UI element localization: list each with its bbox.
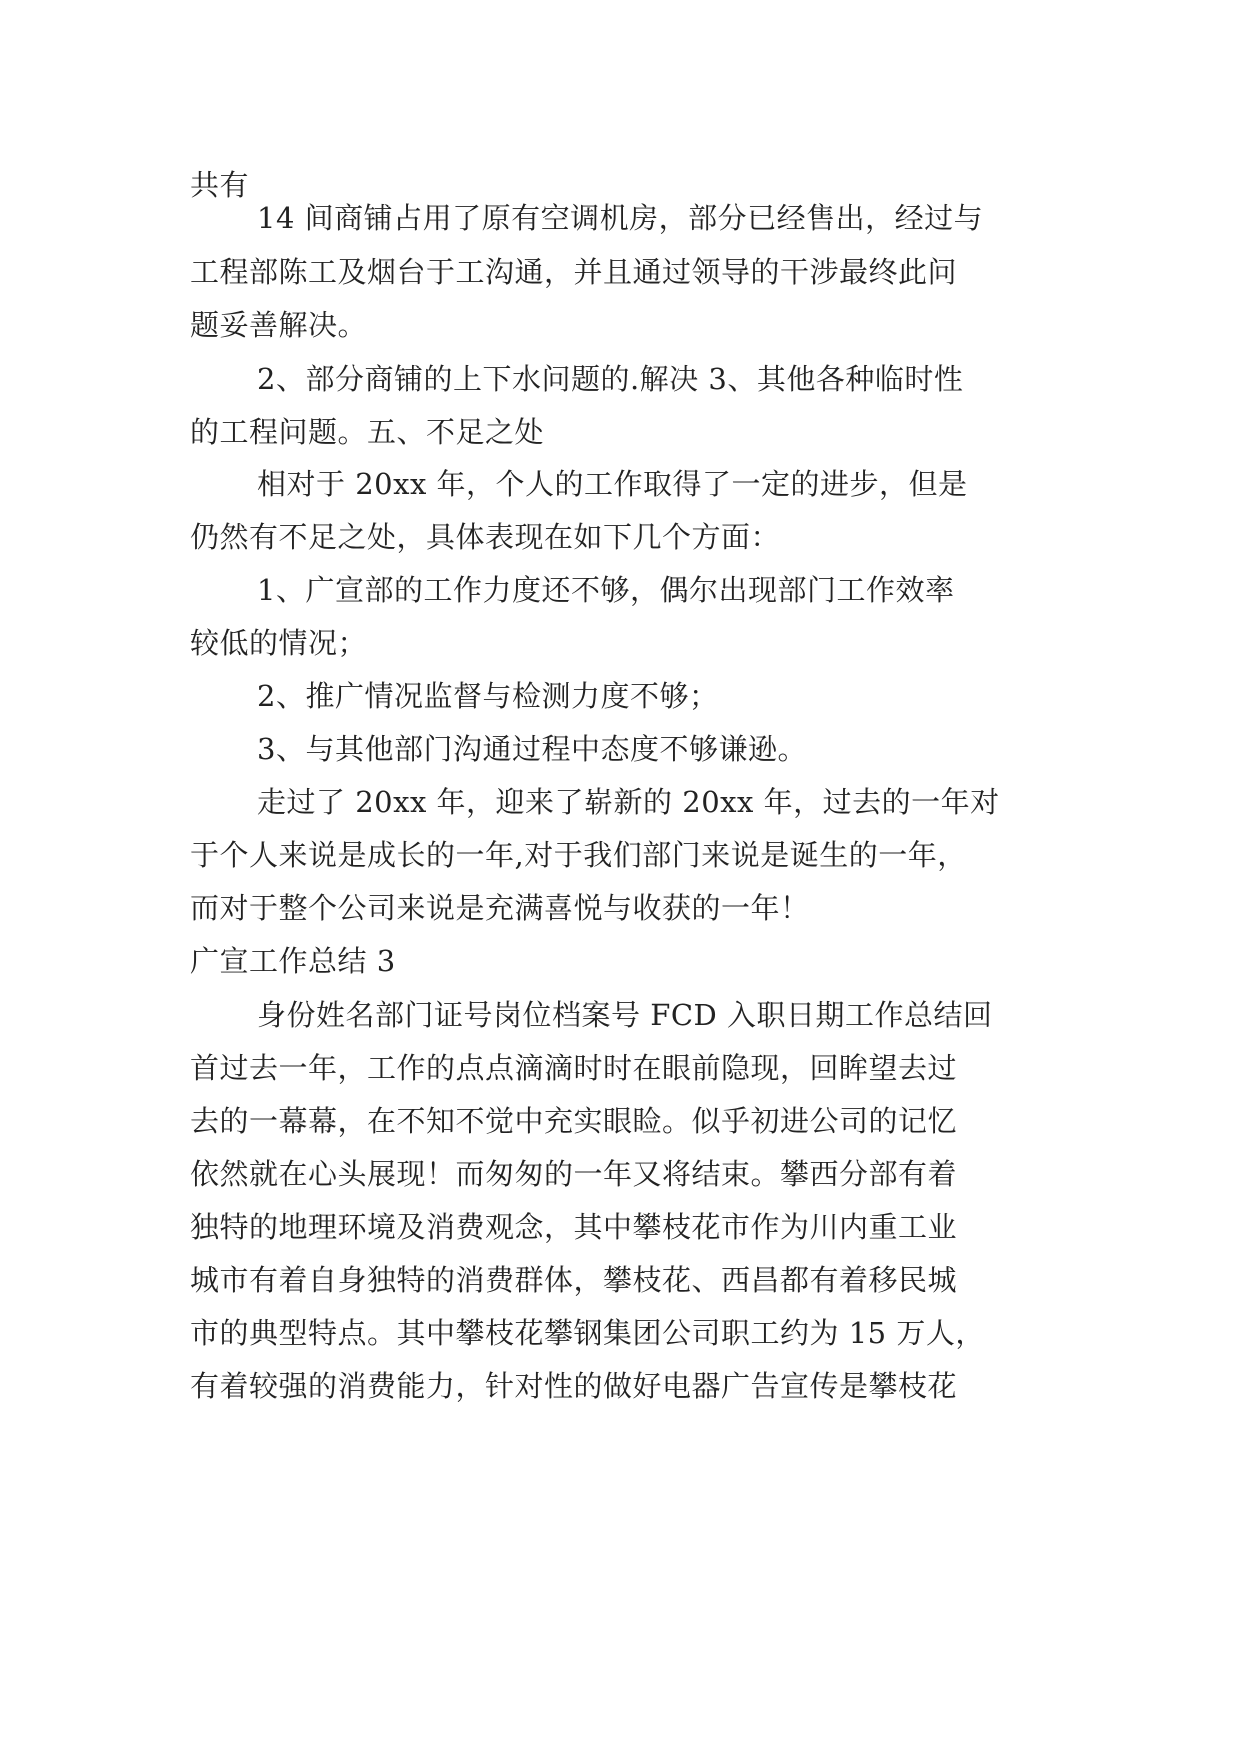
text-line: 14 间商铺占用了原有空调机房，部分已经售出，经过与 bbox=[257, 201, 984, 235]
text-line: 城市有着自身独特的消费群体，攀枝花、西昌都有着移民城 bbox=[190, 1263, 958, 1297]
text-line: 有着较强的消费能力，针对性的做好电器广告宣传是攀枝花 bbox=[190, 1369, 958, 1403]
text-line: 3、与其他部门沟通过程中态度不够谦逊。 bbox=[257, 732, 807, 766]
section-heading: 广宣工作总结 3 bbox=[190, 944, 396, 978]
text-line: 的工程问题。五、不足之处 bbox=[190, 415, 545, 449]
text-line: 首过去一年，工作的点点滴滴时时在眼前隐现，回眸望去过 bbox=[190, 1051, 958, 1085]
text-line: 工程部陈工及烟台于工沟通，并且通过领导的干涉最终此问 bbox=[190, 255, 958, 289]
text-line: 市的典型特点。其中攀枝花攀钢集团公司职工约为 15 万人， bbox=[190, 1316, 985, 1350]
text-line: 身份姓名部门证号岗位档案号 FCD 入职日期工作总结回 bbox=[257, 998, 993, 1032]
text-line: 共有 bbox=[190, 168, 250, 202]
text-line: 依然就在心头展现！而匆匆的一年又将结束。攀西分部有着 bbox=[190, 1157, 958, 1191]
text-line: 题妥善解决。 bbox=[190, 308, 368, 342]
text-line: 仍然有不足之处，具体表现在如下几个方面： bbox=[190, 520, 781, 554]
text-line: 1、广宣部的工作力度还不够，偶尔出现部门工作效率 bbox=[257, 573, 955, 607]
text-line: 独特的地理环境及消费观念，其中攀枝花市作为川内重工业 bbox=[190, 1210, 958, 1244]
text-line: 去的一幕幕，在不知不觉中充实眼睑。似乎初进公司的记忆 bbox=[190, 1104, 958, 1138]
text-line: 于个人来说是成长的一年,对于我们部门来说是诞生的一年， bbox=[190, 838, 967, 872]
text-line: 走过了 20xx 年，迎来了崭新的 20xx 年，过去的一年对 bbox=[257, 785, 1000, 819]
text-line: 2、部分商铺的上下水问题的.解决 3、其他各种临时性 bbox=[257, 362, 964, 396]
text-line: 较低的情况； bbox=[190, 626, 368, 660]
text-line: 相对于 20xx 年，个人的工作取得了一定的进步，但是 bbox=[257, 467, 968, 501]
text-line: 2、推广情况监督与检测力度不够； bbox=[257, 679, 719, 713]
text-line: 而对于整个公司来说是充满喜悦与收获的一年！ bbox=[190, 891, 810, 925]
